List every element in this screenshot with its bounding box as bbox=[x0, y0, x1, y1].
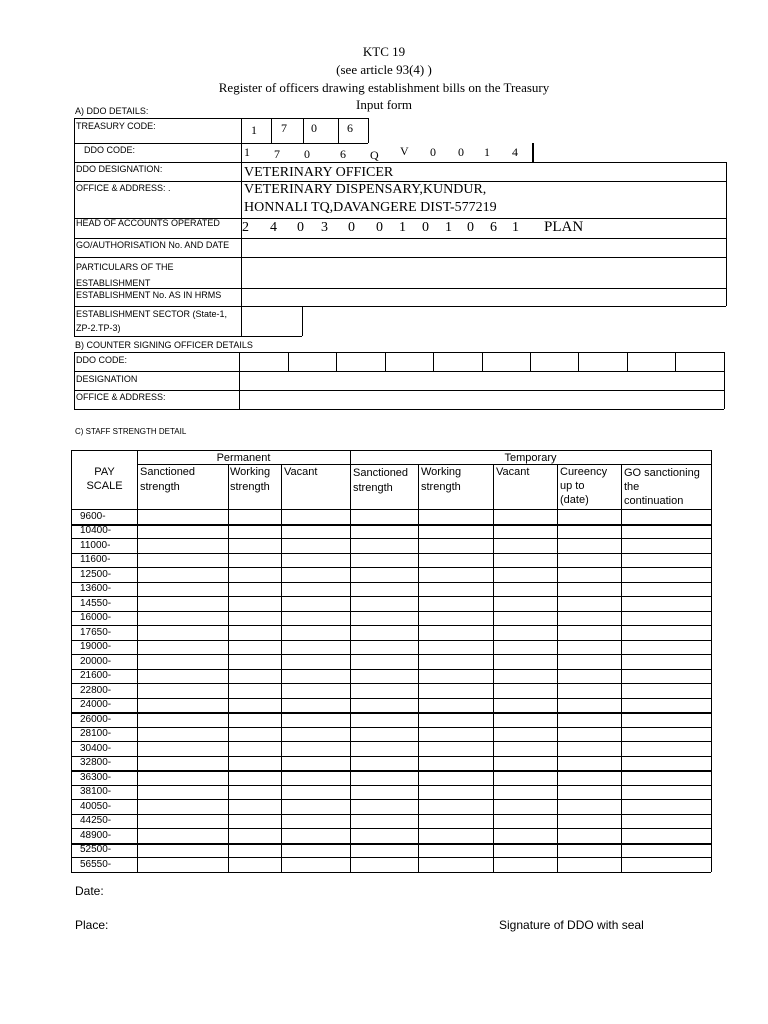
table-row bbox=[71, 669, 711, 670]
treasury-code-digit: 1 bbox=[251, 123, 257, 137]
ddo-designation-value: VETERINARY OFFICER bbox=[244, 165, 394, 180]
go-authorisation-label: GO/AUTHORISATION No. AND DATE bbox=[76, 240, 230, 250]
head-of-accounts-digit: 0 bbox=[376, 220, 383, 235]
head-of-accounts-digit: 3 bbox=[321, 220, 328, 235]
table-row bbox=[71, 567, 711, 568]
table-row bbox=[71, 611, 711, 612]
pay-scale-row-label: 36300- bbox=[80, 771, 112, 783]
table-row bbox=[71, 698, 711, 699]
table-row bbox=[71, 596, 711, 597]
pay-scale-row-label: 11000- bbox=[80, 539, 111, 551]
table-row bbox=[71, 814, 711, 815]
col-temp-sanctioned-line2: strength bbox=[353, 482, 393, 494]
pay-scale-row-label: 22800- bbox=[80, 684, 112, 696]
treasury-code-digit: 7 bbox=[281, 121, 287, 135]
table-row bbox=[71, 843, 711, 845]
col-perm-vacant: Vacant bbox=[284, 466, 318, 478]
table-row bbox=[71, 524, 711, 526]
head-of-accounts-digit: 1 bbox=[445, 220, 452, 235]
establishment-no-label: ESTABLISHMENT No. AS IN HRMS bbox=[76, 290, 222, 300]
col-pay-scale-line1: PAY bbox=[94, 466, 115, 478]
head-of-accounts-digit: 1 bbox=[512, 220, 519, 235]
ddo-code-char: 0 bbox=[304, 147, 310, 161]
establishment-sector-label-line2: ZP-2.TP-3) bbox=[76, 323, 121, 333]
head-of-accounts-digit: 6 bbox=[490, 220, 497, 235]
ddo-code-char: 6 bbox=[340, 147, 346, 161]
pay-scale-row-label: 28100- bbox=[80, 728, 112, 740]
pay-scale-row-label: 48900- bbox=[80, 829, 112, 841]
pay-scale-row-label: 9600- bbox=[80, 510, 106, 522]
head-of-accounts-plan: PLAN bbox=[544, 219, 584, 235]
pay-scale-row-label: 56550- bbox=[80, 858, 112, 870]
head-of-accounts-digit: 0 bbox=[348, 220, 355, 235]
pay-scale-row-label: 30400- bbox=[80, 742, 112, 754]
form-title: Register of officers drawing establishment bills on the Treasury bbox=[218, 80, 550, 95]
pay-scale-row-label: 13600- bbox=[80, 583, 112, 595]
particulars-label-line1: PARTICULARS OF THE bbox=[76, 262, 174, 272]
form-subtitle: Input form bbox=[356, 97, 412, 112]
pay-scale-row-label: 32800- bbox=[80, 757, 112, 769]
pay-scale-row-label: 44250- bbox=[80, 815, 112, 827]
col-perm-working-line2: strength bbox=[230, 481, 270, 493]
head-of-accounts-digit: 0 bbox=[422, 220, 429, 235]
pay-scale-row-label: 11600- bbox=[80, 554, 111, 566]
table-row bbox=[71, 712, 711, 714]
signature-label: Signature of DDO with seal bbox=[499, 918, 644, 932]
table-row bbox=[71, 799, 711, 800]
ddo-code-char: 1 bbox=[484, 145, 490, 159]
ddo-code-char: V bbox=[400, 144, 409, 158]
office-address-line1: VETERINARY DISPENSARY,KUNDUR, bbox=[244, 182, 487, 197]
table-row bbox=[71, 727, 711, 728]
table-row bbox=[71, 625, 711, 626]
csd-office-address-label: OFFICE & ADDRESS: bbox=[76, 392, 166, 402]
particulars-label-line2: ESTABLISHMENT bbox=[76, 278, 151, 288]
table-row bbox=[71, 828, 711, 829]
csd-designation-label: DESIGNATION bbox=[76, 374, 138, 384]
section-c-title: C) STAFF STRENGTH DETAIL bbox=[75, 427, 187, 436]
col-pay-scale-line2: SCALE bbox=[86, 480, 123, 492]
table-row bbox=[71, 654, 711, 655]
table-row bbox=[71, 872, 711, 873]
ddo-designation-label: DDO DESIGNATION: bbox=[76, 164, 163, 174]
date-label: Date: bbox=[75, 884, 104, 898]
col-temp-working-line1: Working bbox=[421, 466, 462, 478]
ddo-code-char: 4 bbox=[512, 145, 518, 159]
ddo-code-char: 1 bbox=[244, 145, 250, 159]
col-temp-go-line2: the bbox=[624, 481, 640, 493]
head-of-accounts-digit: 4 bbox=[270, 220, 277, 235]
col-temp-sanctioned-line1: Sanctioned bbox=[353, 467, 409, 479]
pay-scale-row-label: 40050- bbox=[80, 800, 112, 812]
ddo-code-char: 0 bbox=[458, 145, 464, 159]
table-row bbox=[71, 582, 711, 583]
pay-scale-row-label: 19000- bbox=[80, 641, 112, 653]
col-temp-go-line3: continuation bbox=[624, 495, 684, 507]
treasury-code-digit: 6 bbox=[347, 121, 353, 135]
col-perm-sanctioned-line1: Sanctioned bbox=[140, 466, 196, 478]
col-temp-currency-line3: (date) bbox=[560, 494, 589, 506]
group-permanent: Permanent bbox=[216, 452, 271, 464]
pay-scale-row-label: 14550- bbox=[80, 597, 112, 609]
head-of-accounts-digit: 1 bbox=[399, 220, 406, 235]
pay-scale-row-label: 24000- bbox=[80, 699, 112, 711]
treasury-code-digit: 0 bbox=[311, 121, 317, 135]
pay-scale-row-label: 26000- bbox=[80, 713, 112, 725]
col-perm-sanctioned-line2: strength bbox=[140, 481, 180, 493]
pay-scale-row-label: 10400- bbox=[80, 525, 112, 537]
ddo-code-char: 7 bbox=[274, 147, 280, 161]
col-temp-go-line1: GO sanctioning bbox=[624, 467, 700, 479]
section-b-title: B) COUNTER SIGNING OFFICER DETAILS bbox=[75, 340, 253, 350]
office-address-label: OFFICE & ADDRESS: . bbox=[76, 183, 171, 193]
pay-scale-row-label: 16000- bbox=[80, 612, 112, 624]
pay-scale-row-label: 12500- bbox=[80, 568, 112, 580]
col-temp-currency-line1: Cureency bbox=[560, 466, 608, 478]
form-code: KTC 19 bbox=[362, 44, 406, 59]
head-of-accounts-digit: 2 bbox=[242, 220, 249, 235]
pay-scale-row-label: 20000- bbox=[80, 655, 112, 667]
head-of-accounts-digit: 0 bbox=[297, 220, 304, 235]
col-temp-currency-line2: up to bbox=[560, 480, 585, 492]
csd-ddo-code-label: DDO CODE: bbox=[76, 355, 128, 365]
pay-scale-row-label: 21600- bbox=[80, 670, 112, 682]
ddo-code-char: 0 bbox=[430, 145, 436, 159]
pay-scale-row-label: 38100- bbox=[80, 786, 112, 798]
table-row bbox=[71, 538, 711, 539]
pay-scale-row-label: 52500- bbox=[80, 844, 112, 856]
place-label: Place: bbox=[75, 918, 109, 932]
ddo-code-char: Q bbox=[370, 148, 379, 162]
table-row bbox=[71, 857, 711, 858]
col-temp-vacant: Vacant bbox=[496, 466, 530, 478]
col-perm-working-line1: Working bbox=[230, 466, 271, 478]
col-temp-working-line2: strength bbox=[421, 481, 461, 493]
office-address-line2: HONNALI TQ,DAVANGERE DIST-577219 bbox=[244, 200, 497, 215]
table-row bbox=[71, 640, 711, 641]
table-row bbox=[71, 553, 711, 554]
head-of-accounts-digit: 0 bbox=[467, 220, 474, 235]
article-reference: (see article 93(4) ) bbox=[336, 62, 432, 77]
table-row bbox=[71, 785, 711, 786]
group-temporary: Temporary bbox=[504, 452, 557, 464]
pay-scale-row-label: 17650- bbox=[80, 626, 112, 638]
table-row bbox=[71, 683, 711, 684]
head-of-accounts-label: HEAD OF ACCOUNTS OPERATED bbox=[76, 218, 220, 228]
ddo-code-label: DDO CODE: bbox=[84, 145, 136, 155]
table-row bbox=[71, 741, 711, 742]
establishment-sector-label-line1: ESTABLISHMENT SECTOR (State-1, bbox=[76, 309, 228, 319]
table-row bbox=[71, 770, 711, 772]
section-a-title: A) DDO DETAILS: bbox=[75, 106, 149, 116]
treasury-code-label: TREASURY CODE: bbox=[76, 121, 156, 131]
table-row bbox=[71, 756, 711, 757]
